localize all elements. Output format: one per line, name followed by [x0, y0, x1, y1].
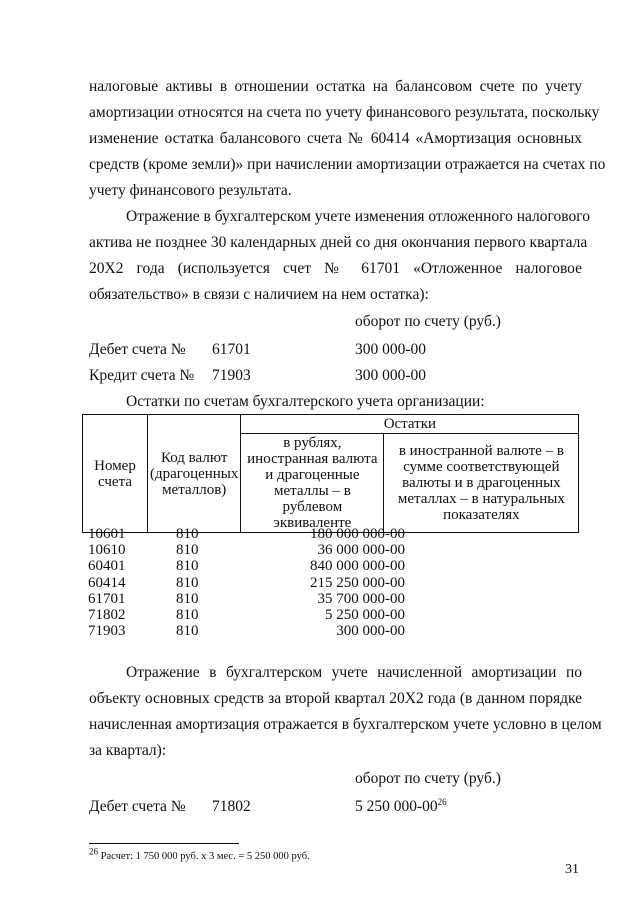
credit-amount-1: 300 000-00: [355, 367, 427, 384]
table-row: [82, 591, 582, 607]
col-group-header: Остатки: [241, 415, 579, 434]
row-amount: 215 250 000-00: [310, 574, 405, 591]
row-account: 71802: [88, 606, 126, 623]
row-amount: 5 250 000-00: [325, 606, 405, 623]
balances-title: Остатки по счетам бухгалтерского учета организации:: [126, 393, 485, 410]
p1-line-4: средств (кроме земли)» при начислении амортизации отражается на счетах по: [89, 156, 606, 173]
table-row: [82, 542, 582, 558]
row-amount: 180 000 000-00: [310, 526, 405, 542]
col-account-header: Номер счета: [83, 415, 148, 533]
p1-line-2: амортизации относятся на счета по учету финансового результата, поскольку: [89, 104, 600, 121]
row-account: 60401: [88, 558, 126, 575]
turnover-header-2: оборот по счету (руб.): [355, 770, 501, 787]
row-account: 10601: [88, 526, 126, 542]
p3-line-4: за квартал):: [89, 742, 167, 759]
p2-line-3: 20Х2 года (используется счет № 61701 «Отложенное налоговое: [89, 260, 582, 277]
row-code: 810: [176, 558, 199, 575]
balances-table-body: [82, 526, 582, 639]
row-account: 71903: [88, 623, 126, 640]
row-code: 810: [176, 606, 199, 623]
p3-line-3: начисленная амортизация отражается в бухгалтерском учете условно в целом: [89, 716, 602, 733]
debit-account-2: 71802: [212, 798, 251, 815]
col-currency-header: Код валют (драгоценных металлов): [148, 415, 241, 533]
footnote-divider: [89, 843, 239, 844]
debit-amount-1: 300 000-00: [355, 341, 427, 358]
credit-label-1: Кредит счета №: [89, 367, 195, 384]
debit-amount-2-value: 5 250 000-00: [355, 798, 438, 815]
row-amount: 35 700 000-00: [317, 590, 405, 607]
table-row: [82, 607, 582, 623]
p1-line-5: учету финансового результата.: [89, 182, 292, 199]
balances-table-header: [82, 414, 579, 533]
footnote-text: Расчет: 1 750 000 руб. х 3 мес. = 5 250 000 руб.: [100, 851, 310, 862]
p3-line-1: Отражение в бухгалтерском учете начисленной амортизации по: [126, 664, 582, 681]
row-code: 810: [176, 542, 199, 559]
debit-account-1: 61701: [212, 341, 251, 358]
col-rub-header: в рублях, иностранная валюта и драгоценные металлы – в рублевом эквиваленте: [241, 434, 384, 533]
footnote-ref: 26: [437, 796, 447, 807]
table-row: [82, 558, 582, 574]
p2-line-1: Отражение в бухгалтерском учете изменения отложенного налогового: [126, 208, 590, 225]
row-account: 10610: [88, 542, 126, 559]
credit-account-1: 71903: [212, 367, 251, 384]
p3-line-2: объекту основных средств за второй квартал 20Х2 года (в данном порядке: [89, 690, 582, 707]
row-amount: 840 000 000-00: [310, 558, 405, 575]
p1-line-3: изменение остатка балансового счета № 60414 «Амортизация основных: [89, 130, 582, 147]
table-row: [82, 575, 582, 591]
turnover-header-1: оборот по счету (руб.): [355, 313, 501, 330]
page-number: 31: [565, 862, 579, 877]
table-row: [82, 623, 582, 639]
row-code: 810: [176, 526, 199, 542]
row-code: 810: [176, 574, 199, 591]
row-account: 61701: [88, 590, 126, 607]
p2-line-4: обязательство» в связи с наличием на нем остатка):: [89, 286, 429, 303]
row-code: 810: [176, 623, 199, 640]
footnote-number: 26: [89, 846, 98, 857]
debit-label-2: Дебет счета №: [89, 798, 186, 815]
row-amount: 300 000-00: [336, 623, 405, 640]
row-account: 60414: [88, 574, 126, 591]
col-foreign-header: в иностранной валюте – в сумме соответствующей валюты и в драгоценных металлах – в натуральных показателях: [384, 434, 579, 533]
debit-amount-2: [355, 798, 447, 816]
p1-line-1: налоговые активы в отношении остатка на балансовом счете по учету: [89, 78, 582, 95]
p2-line-2: актива не позднее 30 календарных дней со дня окончания первого квартала: [89, 234, 588, 251]
debit-label-1: Дебет счета №: [89, 341, 186, 358]
row-code: 810: [176, 590, 199, 607]
footnote: [89, 846, 310, 862]
table-row: [82, 526, 582, 542]
row-amount: 36 000 000-00: [317, 542, 405, 559]
